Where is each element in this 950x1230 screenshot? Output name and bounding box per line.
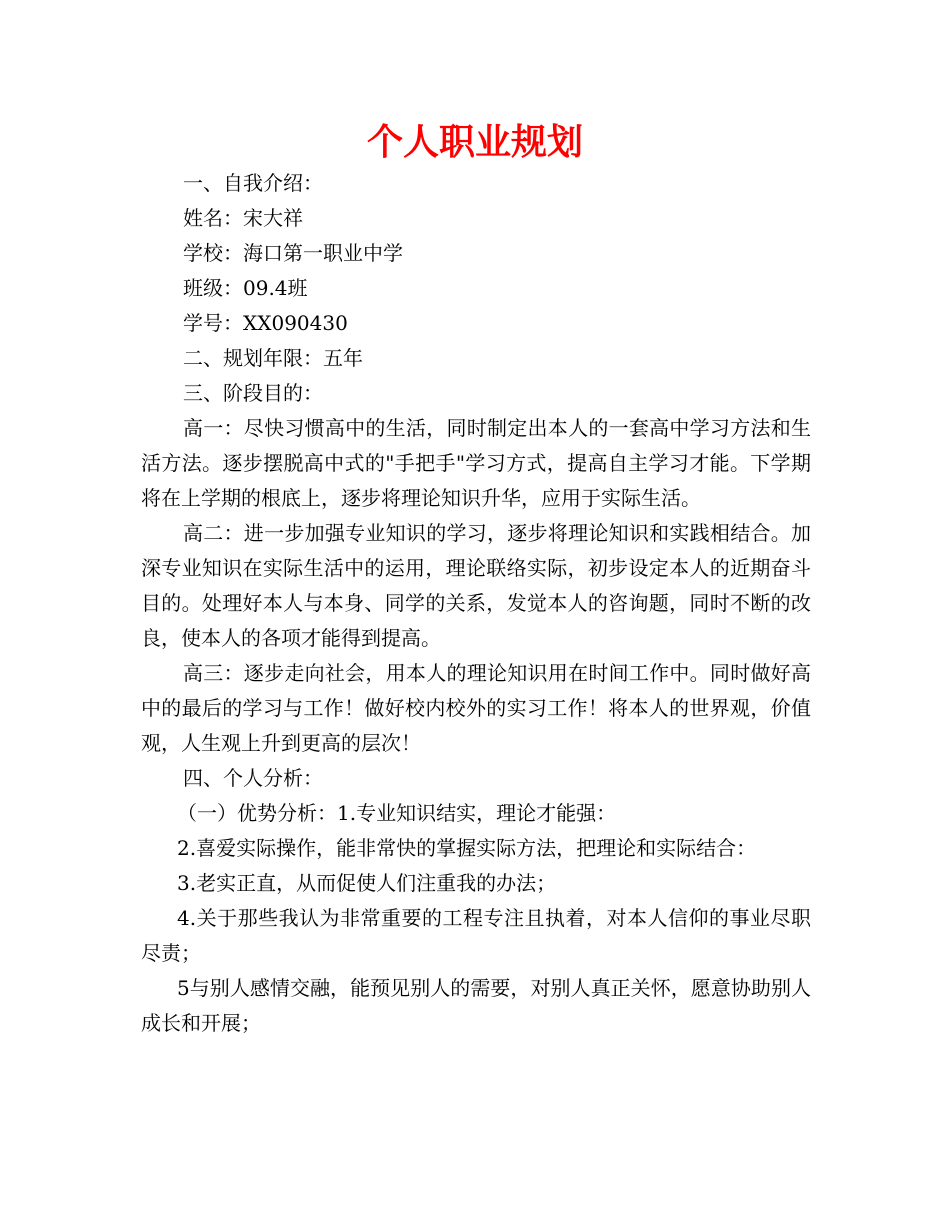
- section-heading-plan-years: 二、规划年限：五年: [183, 346, 363, 370]
- strengths-item-5: 5与别人感情交融，能预见别人的需要，对别人真正关怀，愿意协助别人成长和开展；: [141, 976, 811, 1035]
- paragraph-grade-2: 高二：进一步加强专业知识的学习，逐步将理论知识和实践相结合。加深专业知识在实际生活中的运用，理论联络实际，初步设定本人的近期奋斗目的。处理好本人与本身、同学的关系，发觉本人的咨询题，同时不断的改良，使本人的各项才能得到提高。: [141, 521, 811, 650]
- strengths-item-1: （一）优势分析：1.专业知识结实，理论才能强：: [177, 801, 617, 825]
- document-body: [141, 166, 811, 1041]
- section-heading-personal-analysis: 四、个人分析：: [183, 766, 323, 790]
- document-title: 个人职业规划: [366, 122, 583, 163]
- field-name: 姓名：宋大祥: [183, 206, 303, 230]
- field-student-id: 学号：XX090430: [183, 311, 348, 335]
- section-heading-stage-goals: 三、阶段目的：: [183, 381, 323, 405]
- strengths-item-4: 4.关于那些我认为非常重要的工程专注且执着，对本人信仰的事业尽职尽责；: [141, 906, 811, 965]
- paragraph-grade-3: 高三：逐步走向社会，用本人的理论知识用在时间工作中。同时做好高中的最后的学习与工作！做好校内校外的实习工作！将本人的世界观，价值观，人生观上升到更高的层次！: [141, 661, 811, 755]
- strengths-item-3: 3.老实正直，从而促使人们注重我的办法；: [177, 871, 557, 895]
- field-class: 班级：09.4班: [183, 276, 308, 300]
- paragraph-grade-1: 高一：尽快习惯高中的生活，同时制定出本人的一套高中学习方法和生活方法。逐步摆脱高中式的"手把手"学习方式，提高自主学习才能。下学期将在上学期的根底上，逐步将理论知识升华，应用于实际生活。: [141, 416, 811, 510]
- field-school: 学校：海口第一职业中学: [183, 241, 403, 265]
- section-heading-self-intro: 一、自我介绍：: [183, 171, 323, 195]
- strengths-item-2: 2.喜爱实际操作，能非常快的掌握实际方法，把理论和实际结合：: [177, 836, 757, 860]
